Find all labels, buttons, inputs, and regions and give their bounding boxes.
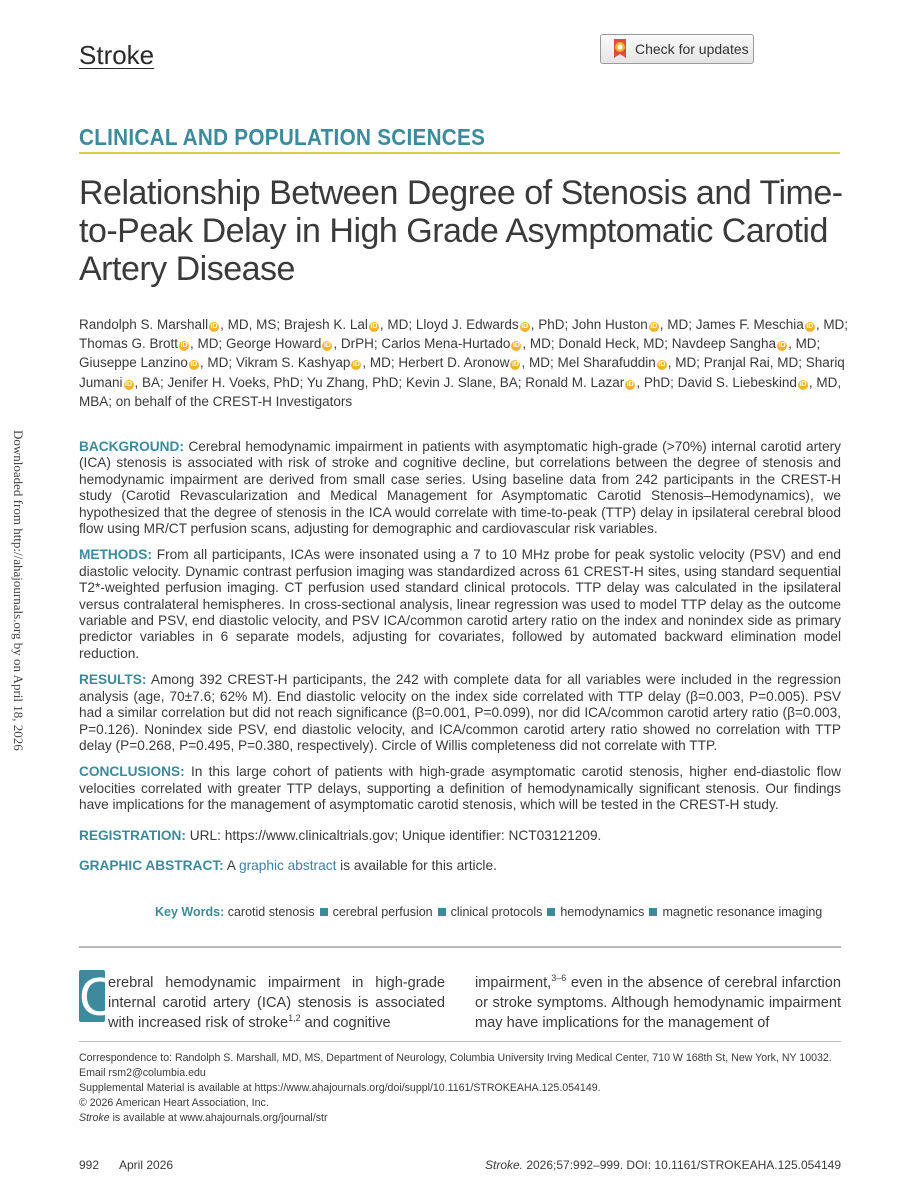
body-right-head: impairment,	[475, 975, 552, 991]
author-degree: , DrPH;	[333, 336, 382, 352]
graphic-abstract-link[interactable]: graphic abstract	[238, 857, 337, 873]
author-degree: , MD;	[190, 336, 227, 352]
body-right-text: even in the absence of cerebral infarction or stroke symptoms. Although hemodynamic impairment may have implications for the management of	[475, 975, 841, 1031]
footnotes	[79, 1051, 841, 1126]
author-list	[79, 315, 849, 411]
keyword-item[interactable]: carotid stenosis	[227, 905, 315, 919]
body-column-right	[475, 973, 841, 1033]
author-name: Vikram S. Kashyap	[235, 355, 351, 371]
bullet-square-icon	[438, 908, 446, 916]
author-name: Thomas G. Brott	[79, 336, 179, 352]
keywords	[155, 905, 822, 919]
orcid-icon[interactable]: iD	[352, 361, 360, 369]
availability-note	[79, 1111, 841, 1126]
author-degree: , MD;	[667, 355, 704, 371]
author-degree: , BA;	[134, 374, 168, 390]
author-degree: , MD;	[659, 317, 696, 332]
availability-journal: Stroke	[79, 1112, 110, 1124]
orcid-icon[interactable]: iD	[806, 323, 814, 330]
methods-label: METHODS:	[79, 547, 152, 563]
author-degree: , PhD;	[636, 374, 678, 390]
abstract	[79, 439, 841, 884]
keyword-item[interactable]: cerebral perfusion	[332, 905, 433, 919]
graphic-abstract-post: is available for this article.	[336, 857, 497, 873]
abstract-conclusions	[79, 764, 841, 813]
author-name: Navdeep Sangha	[671, 336, 777, 352]
author-degree: , MD;	[379, 317, 416, 332]
body-left-text: erebral hemodynamic impairment in high-grade internal carotid artery (ICA) stenosis is associated with increased risk of stroke	[108, 975, 445, 1031]
author-name: Kevin J. Slane, BA;	[405, 374, 526, 390]
check-for-updates-label: Check for updates	[635, 41, 749, 57]
author-name: Randolph S. Marshall	[79, 317, 209, 332]
background-label: BACKGROUND:	[79, 439, 184, 454]
author-name: Giuseppe Lanzino	[79, 355, 188, 371]
author-name: on behalf of the CREST-H Investigators	[115, 393, 353, 409]
abstract-methods	[79, 547, 841, 662]
orcid-icon[interactable]: iD	[778, 342, 786, 350]
citation-journal: Stroke.	[484, 1158, 523, 1172]
author-name: Jenifer H. Voeks, PhD;	[167, 374, 307, 390]
availability-text: is available at www.ahajournals.org/journal/str	[109, 1112, 328, 1124]
conclusions-text: In this large cohort of patients with high-grade asymptomatic carotid stenosis, higher end-diastolic flow velocities correlated with greater TTP delays, supporting a definition of hemodynamically significant stenosis. Our findings have implications for the management of asymptomatic carotid stenosis, which will be tested in the CREST-H study.	[79, 764, 841, 813]
orcid-icon[interactable]: iD	[658, 361, 666, 369]
page-number: 992	[79, 1158, 100, 1172]
orcid-icon[interactable]: iD	[370, 323, 378, 330]
article-title: Relationship Between Degree of Stenosis and Time-to-Peak Delay in High Grade Asymptomatic Carotid Artery Disease	[79, 174, 843, 288]
journal-name[interactable]: Stroke	[79, 40, 155, 70]
methods-text: From all participants, ICAs were insonated using a 7 to 10 MHz probe for peak systolic velocity (PSV) and end diastolic velocity. Dynamic contrast perfusion imaging was standardized across 61 CREST-H sites, using standard sequential T2*-weighted perfusion imaging. CT perfusion used standard clinical protocols. TTP delay was calculated in the ipsilateral versus contralateral hemispheres. In cross-sectional analysis, linear regression was used to model TTP delay as the outcome variable and PSV, end diastolic velocity, and PSV ICA/common carotid artery ratio on the index and nonindex side as primary predictor variables in 6 separate models, adjusting for covariates, followed by automated backward elimination model reduction.	[79, 547, 841, 661]
author-name: David S. Liebeskind	[677, 374, 797, 390]
author-name: Ronald M. Lazar	[525, 374, 625, 390]
citation-text: 2026;57:992–999. DOI: 10.1161/STROKEAHA.125.054149	[523, 1158, 841, 1172]
orcid-icon[interactable]: iD	[799, 380, 807, 388]
issue-date: April 2026	[119, 1158, 174, 1172]
author-name: Carlos Mena-Hurtado	[381, 336, 511, 352]
author-degree: , PhD;	[530, 317, 572, 332]
author-degree: , MD;	[788, 336, 821, 352]
author-degree: , MD, MBA;	[79, 374, 842, 409]
orcid-icon[interactable]: iD	[511, 361, 519, 369]
author-degree: , MD;	[362, 355, 399, 371]
author-name: Donald Heck, MD;	[558, 336, 672, 352]
orcid-icon[interactable]: iD	[180, 342, 188, 350]
bullet-square-icon	[547, 908, 555, 916]
bullet-square-icon	[649, 908, 657, 916]
orcid-icon[interactable]: iD	[626, 380, 634, 388]
graphic-abstract-label: GRAPHIC ABSTRACT:	[79, 857, 224, 873]
orcid-icon[interactable]: iD	[125, 380, 133, 388]
download-notice-text: Downloaded from http://ahajournals.org by on April 18, 2026	[11, 430, 26, 751]
body-left-tail: and cognitive	[300, 1015, 391, 1031]
orcid-icon[interactable]: iD	[323, 342, 331, 350]
download-notice	[0, 430, 36, 770]
keyword-item[interactable]: magnetic resonance imaging	[662, 905, 823, 919]
graphic-abstract-pre: A	[226, 857, 239, 873]
copyright-note: © 2026 American Heart Association, Inc.	[79, 1097, 269, 1109]
author-name: Lloyd J. Edwards	[415, 317, 519, 332]
abstract-background	[79, 439, 841, 537]
abstract-registration	[79, 828, 841, 844]
abstract-divider	[79, 946, 841, 948]
crossmark-icon	[611, 38, 629, 60]
author-name: George Howard	[226, 336, 322, 352]
correspondence-note: Correspondence to: Randolph S. Marshall, MD, MS, Department of Neurology, Columbia University Irving Medical Center, 710 W 168th St, New York, NY 10032. Email rsm2@columbia.edu	[79, 1052, 832, 1079]
author-degree: , MD, MS;	[220, 317, 284, 332]
author-name: Brajesh K. Lal	[283, 317, 368, 332]
drop-cap: C	[79, 967, 118, 1027]
citation-ref[interactable]: 3–6	[551, 973, 567, 984]
author-degree: , MD;	[815, 317, 849, 332]
author-degree: , MD;	[522, 336, 559, 352]
orcid-icon[interactable]: iD	[650, 323, 658, 330]
orcid-icon[interactable]: iD	[521, 323, 529, 330]
author-name: Yu Zhang, PhD;	[306, 374, 406, 390]
author-name: James F. Meschia	[695, 317, 804, 332]
keyword-item[interactable]: hemodynamics	[560, 905, 645, 919]
author-name: John Huston	[571, 317, 648, 332]
registration-text: URL: https://www.clinicaltrials.gov; Unique identifier: NCT03121209.	[189, 827, 602, 843]
keyword-item[interactable]: clinical protocols	[450, 905, 543, 919]
author-degree: , MD;	[199, 355, 236, 371]
author-name: Shariq Jumani	[79, 355, 845, 390]
citation-ref[interactable]: 1,2	[288, 1013, 301, 1024]
orcid-icon[interactable]: iD	[512, 342, 520, 350]
supplemental-note: Supplemental Material is available at https://www.ahajournals.org/doi/suppl/10.1161/STROKEAHA.125.054149.	[79, 1082, 601, 1094]
author-name: Mel Sharafuddin	[557, 355, 656, 371]
section-label: CLINICAL AND POPULATION SCIENCES	[79, 124, 486, 150]
article-citation	[485, 1158, 841, 1172]
background-text: Cerebral hemodynamic impairment in patients with asymptomatic high-grade (>70%) internal carotid artery (ICA) stenosis is associated with risk of stroke and cognitive decline, but correlations between the degree of stenosis and hemodynamic impairment are derived from small case series. Using baseline data from 242 participants in the CREST-H study (Carotid Revascularization and Medical Management for Asymptomatic Carotid Stenosis–Hemodynamics), we hypothesized that the degree of stenosis in the ICA would correlate with time-to-peak (TTP) delay in ipsilateral cerebral blood flow using MR/CT perfusion scans, adjusting for demographic and cardiovascular risk variables.	[79, 439, 841, 537]
author-name: Herbert D. Aronow	[398, 355, 510, 371]
results-label: RESULTS:	[79, 672, 147, 688]
section-divider	[79, 152, 840, 154]
abstract-graphic	[79, 858, 841, 874]
author-name: Pranjal Rai, MD;	[703, 355, 806, 371]
conclusions-label: CONCLUSIONS:	[79, 764, 185, 780]
results-text: Among 392 CREST-H participants, the 242 with complete data for all variables were included in the regression analysis (age, 70±7.6; 62% M). End diastolic velocity on the index side correlated with TTP delay (β=0.003, P=0.005). PSV had a similar correlation but did not reach significance (β=0.001, P=0.099), nor did ICA/common carotid artery ratio (β=0.003, P=0.126). Nonindex side PSV, end diastolic velocity, and ICA/common carotid artery ratio showed no correlation with TTP delay (P=0.268, P=0.495, P=0.380, respectively). Circle of Willis completeness did not correlate with TTP.	[79, 672, 841, 753]
author-degree: , MD;	[521, 355, 558, 371]
abstract-results	[79, 672, 841, 754]
check-for-updates-button[interactable]	[600, 34, 754, 64]
registration-label: REGISTRATION:	[79, 827, 186, 843]
orcid-icon[interactable]: iD	[210, 323, 218, 330]
body-column-left	[79, 973, 445, 1033]
bullet-square-icon	[320, 908, 328, 916]
footnote-divider	[79, 1041, 841, 1042]
orcid-icon[interactable]: iD	[190, 361, 198, 369]
keywords-label: Key Words:	[155, 905, 225, 919]
